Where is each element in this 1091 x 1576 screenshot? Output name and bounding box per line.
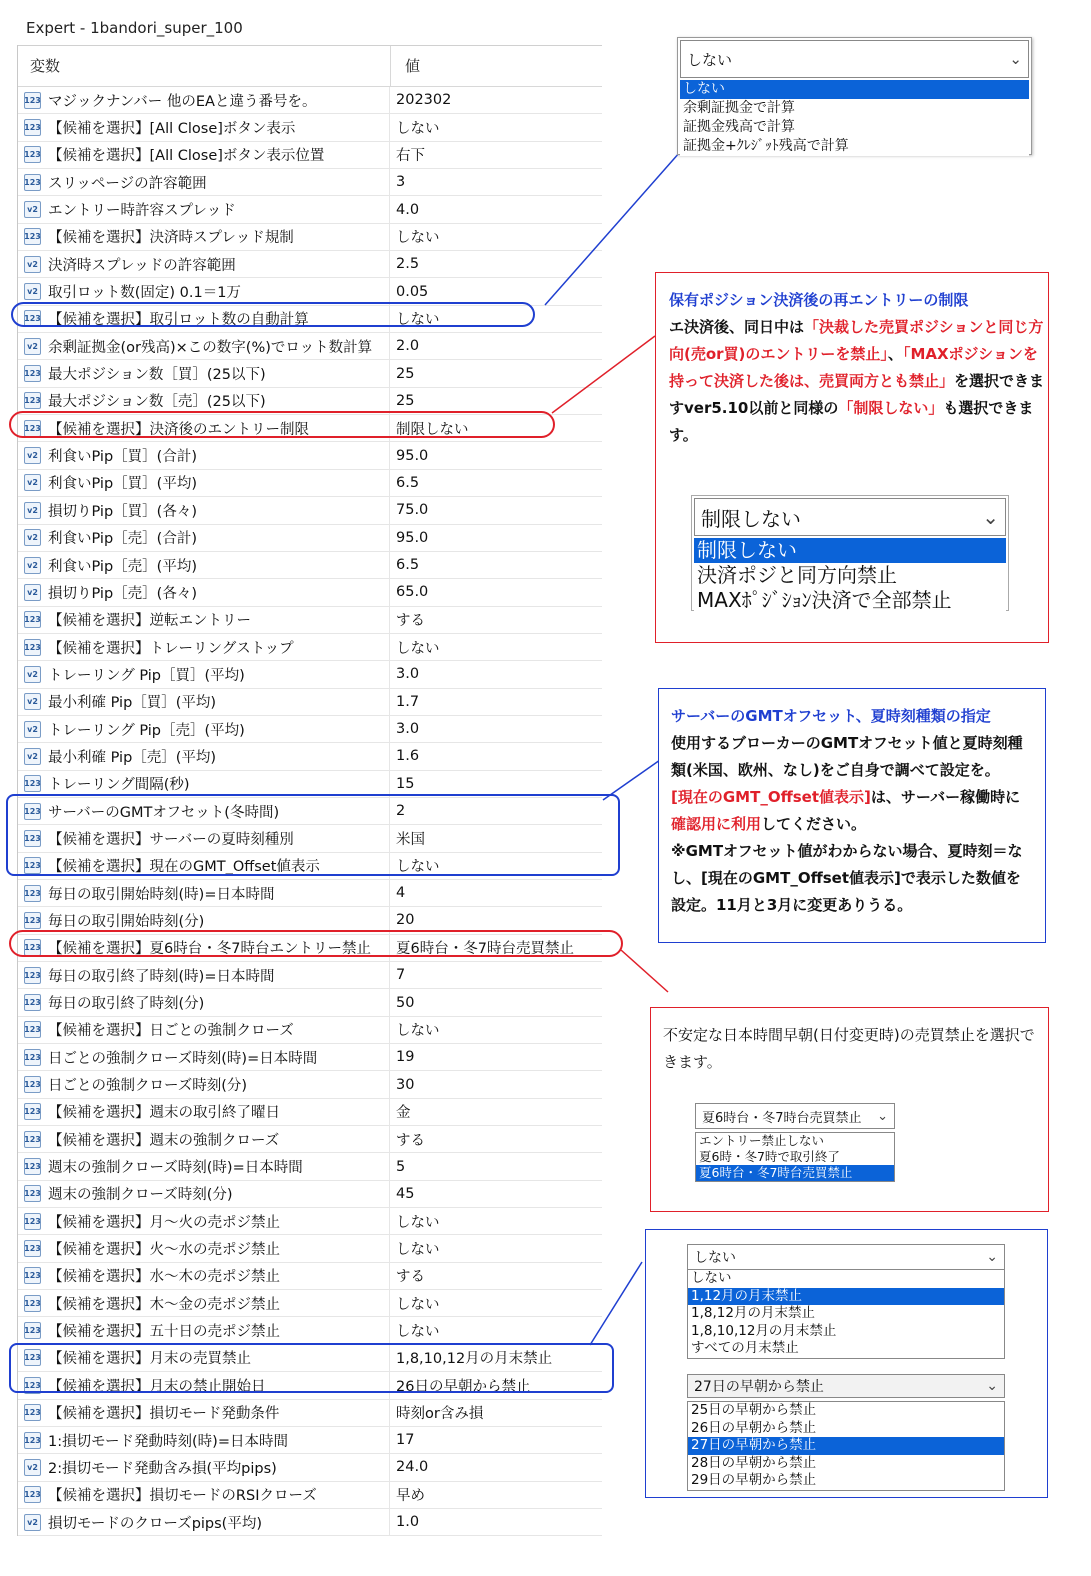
entry-limit-quote2: 「MAXポジションを持って決済した後は、売買両方とも禁止」 (669, 345, 1038, 390)
morning-option[interactable]: エントリー禁止しない (699, 1133, 825, 1148)
parameter-name: トレーリング間隔(秒) (48, 777, 190, 794)
parameter-value[interactable]: 15 (396, 775, 415, 792)
parameter-value[interactable]: しない (396, 1242, 440, 1259)
parameter-value[interactable]: 24.0 (396, 1459, 429, 1476)
parameter-name: 2:損切モード発動含み損(平均pips) (48, 1460, 277, 1477)
integer-type-icon: 123 (24, 857, 41, 874)
entry-limit-note-title: 保有ポジション決済後の再エントリーの制限 (669, 291, 969, 309)
parameter-name: 毎日の取引開始時刻(分) (48, 913, 205, 930)
lot-calc-option[interactable]: 証拠金+ｸﾚｼﾞｯﾄ残高で計算 (683, 138, 849, 154)
entry-limit-line3: を選択できますver5.10以前と同様の (669, 372, 1045, 417)
monthend-start-options (687, 1401, 1005, 1491)
entry-limit-quote1: 「決裁した売買ポジションと同じ方向(売or買)のエントリーを禁止」 (669, 318, 1044, 363)
gmt-note-p3: ※GMTオフセット値がわからない場合、夏時刻＝なし、[現在のGMT_Offset値表示]で表示した数値を設定。11月と3月に変更ありうる。 (671, 842, 1023, 914)
parameter-value[interactable]: 2.5 (396, 256, 420, 273)
double-type-icon: v2 (24, 529, 41, 546)
parameter-name: 利食いPip［売］(平均) (48, 558, 197, 575)
parameter-value[interactable]: 45 (396, 1185, 415, 1202)
parameter-value[interactable]: する (396, 613, 425, 630)
parameter-name: 日ごとの強制クローズ時刻(時)=日本時間 (48, 1050, 318, 1067)
integer-type-icon: 123 (24, 1322, 41, 1339)
parameter-value[interactable]: しない (396, 1023, 440, 1040)
parameter-name: 毎日の取引終了時刻(分) (48, 996, 205, 1013)
parameter-name: 【候補を選択】火～水の売ポジ禁止 (48, 1242, 280, 1259)
parameter-value[interactable]: しない (396, 1296, 440, 1313)
integer-type-icon: 123 (24, 830, 41, 847)
parameter-name: 最大ポジション数［売］(25以下) (48, 394, 266, 411)
integer-type-icon: 123 (24, 994, 41, 1011)
parameter-value[interactable]: 25 (396, 392, 415, 409)
parameter-name: 【候補を選択】月～火の売ポジ禁止 (48, 1214, 280, 1231)
parameter-name: 取引ロット数(固定) 0.1＝1万 (48, 285, 241, 302)
morning-note-text: 不安定な日本時間早朝(日付変更時)の売買禁止を選択できます。 (663, 1026, 1035, 1071)
parameter-name: 【候補を選択】現在のGMT_Offset値表示 (48, 859, 320, 876)
monthend-start-selected: 27日の早朝から禁止 (694, 1379, 824, 1395)
parameter-value[interactable]: 1.7 (396, 693, 420, 710)
morning-options (695, 1132, 895, 1182)
parameter-name: 【候補を選択】[All Close]ボタン表示位置 (48, 148, 325, 165)
parameter-value[interactable]: 3.0 (396, 666, 420, 683)
double-type-icon: v2 (24, 502, 41, 519)
monthend-start-option[interactable]: 27日の早朝から禁止 (688, 1437, 1004, 1455)
column-header-value[interactable]: 値 (405, 57, 421, 75)
entry-limit-line4: も選択できます。 (669, 399, 1034, 444)
integer-type-icon: 123 (24, 365, 41, 382)
integer-type-icon: 123 (24, 228, 41, 245)
parameter-name: 【候補を選択】木～金の売ポジ禁止 (48, 1296, 280, 1313)
monthend-option[interactable]: 1,8,12月の月末禁止 (691, 1305, 815, 1321)
integer-type-icon: 123 (24, 1131, 41, 1148)
morning-option[interactable]: 夏6時・冬7時で取引終了 (699, 1149, 840, 1164)
integer-type-icon: 123 (24, 146, 41, 163)
chevron-down-icon[interactable]: ⌄ (982, 505, 999, 529)
entry-limit-option[interactable]: 制限しない (694, 538, 1006, 563)
parameter-value[interactable]: する (396, 1269, 425, 1286)
parameter-value[interactable]: 早め (396, 1488, 425, 1505)
parameter-value[interactable]: 7 (396, 967, 406, 984)
morning-option[interactable]: 夏6時台・冬7時台売買禁止 (696, 1165, 894, 1181)
parameter-name: 決済時スプレッドの許容範囲 (48, 257, 236, 274)
integer-type-icon: 123 (24, 1295, 41, 1312)
parameter-value[interactable]: 202302 (396, 92, 452, 109)
parameter-value[interactable]: 金 (396, 1105, 411, 1122)
parameter-value[interactable]: 0.05 (396, 283, 429, 300)
parameter-value[interactable]: しない (396, 1214, 440, 1231)
parameter-value[interactable]: しない (396, 312, 440, 329)
integer-type-icon: 123 (24, 885, 41, 902)
parameter-value[interactable]: 30 (396, 1076, 415, 1093)
chevron-down-icon[interactable]: ⌄ (1009, 50, 1022, 68)
parameter-value[interactable]: 25 (396, 365, 415, 382)
parameter-value[interactable]: 5 (396, 1158, 406, 1175)
monthend-option[interactable]: 1,12月の月末禁止 (688, 1288, 1004, 1306)
parameter-name: 【候補を選択】日ごとの強制クローズ (48, 1023, 294, 1040)
parameter-value[interactable]: 1,8,10,12月の月末禁止 (396, 1351, 553, 1368)
integer-type-icon: 123 (24, 92, 41, 109)
parameter-name: 【候補を選択】水～木の売ポジ禁止 (48, 1269, 280, 1286)
monthend-start-option[interactable]: 28日の早朝から禁止 (691, 1454, 817, 1471)
integer-type-icon: 123 (24, 420, 41, 437)
parameter-name: 【候補を選択】損切モード発動条件 (48, 1406, 280, 1423)
parameter-value[interactable]: 3 (396, 174, 406, 191)
parameter-name: 毎日の取引開始時刻(時)=日本時間 (48, 886, 275, 903)
parameter-value[interactable]: 26日の早朝から禁止 (396, 1378, 531, 1395)
double-type-icon: v2 (24, 721, 41, 738)
integer-type-icon: 123 (24, 1432, 41, 1449)
entry-limit-selected: 制限しない (701, 506, 801, 531)
parameter-value[interactable]: 夏6時台・冬7時台売買禁止 (396, 941, 574, 958)
morning-select[interactable] (695, 1103, 895, 1129)
double-type-icon: v2 (24, 283, 41, 300)
gmt-note-red2: 確認用に利用 (671, 815, 762, 833)
parameter-name: 1:損切モード発動時刻(時)=日本時間 (48, 1433, 288, 1450)
integer-type-icon: 123 (24, 174, 41, 191)
double-type-icon: v2 (24, 447, 41, 464)
double-type-icon: v2 (24, 1459, 41, 1476)
parameter-value[interactable]: 95.0 (396, 447, 429, 464)
integer-type-icon: 123 (24, 310, 41, 327)
parameter-name: 【候補を選択】損切モードのRSIクローズ (48, 1488, 317, 1505)
double-type-icon: v2 (24, 338, 41, 355)
parameter-value[interactable]: 2 (396, 803, 406, 820)
integer-type-icon: 123 (24, 639, 41, 656)
parameter-name: 損切りPip［買］(各々) (48, 503, 197, 520)
gmt-note-p2: は、サーバー稼働時に (870, 788, 1021, 806)
parameter-name: 【候補を選択】夏6時台・冬7時台エントリー禁止 (48, 941, 371, 958)
gmt-note-red1: [現在のGMT_Offset値表示] (671, 788, 871, 806)
parameter-value[interactable]: 65.0 (396, 584, 429, 601)
parameter-value[interactable]: 2.0 (396, 338, 420, 355)
double-type-icon: v2 (24, 201, 41, 218)
integer-type-icon: 123 (24, 1021, 41, 1038)
parameter-name: 【候補を選択】サーバーの夏時刻種別 (48, 831, 294, 848)
column-header-name[interactable]: 変数 (18, 46, 391, 86)
parameter-value[interactable]: 4.0 (396, 201, 420, 218)
parameter-name: 【候補を選択】週末の取引終了曜日 (48, 1105, 280, 1122)
parameter-value[interactable]: 3.0 (396, 721, 420, 738)
parameter-value[interactable]: 95.0 (396, 529, 429, 546)
parameter-value[interactable]: 6.5 (396, 557, 420, 574)
entry-limit-option[interactable]: MAXﾎﾟｼﾞｼｮﾝ決済で全部禁止 (697, 588, 952, 612)
integer-type-icon: 123 (24, 939, 41, 956)
chevron-down-icon[interactable]: ⌄ (986, 1249, 998, 1265)
integer-type-icon: 123 (24, 1213, 41, 1230)
entry-limit-options (694, 538, 1006, 613)
parameter-name: 週末の強制クローズ時刻(分) (48, 1187, 233, 1204)
integer-type-icon: 123 (24, 1185, 41, 1202)
integer-type-icon: 123 (24, 611, 41, 628)
integer-type-icon: 123 (24, 1049, 41, 1066)
morning-dropdown[interactable] (695, 1103, 895, 1191)
entry-limit-line1: エ決済後、同日中は (669, 318, 805, 336)
parameter-value[interactable]: 右下 (396, 148, 425, 165)
parameter-name: 【候補を選択】週末の強制クローズ (48, 1132, 280, 1149)
monthend-option[interactable]: 1,8,10,12月の月末禁止 (691, 1322, 837, 1339)
double-type-icon: v2 (24, 584, 41, 601)
monthend-select[interactable] (687, 1244, 1005, 1270)
integer-type-icon: 123 (24, 775, 41, 792)
parameter-name: 利食いPip［買］(平均) (48, 476, 197, 493)
parameter-name: 最大ポジション数［買］(25以下) (48, 367, 266, 384)
monthend-start-dropdown[interactable] (687, 1374, 1005, 1490)
parameter-value[interactable]: しない (396, 859, 440, 876)
morning-note (650, 1007, 1049, 1212)
chevron-down-icon[interactable]: ⌄ (877, 1108, 888, 1124)
lot-calc-option[interactable]: 証拠金残高で計算 (683, 119, 795, 135)
integer-type-icon: 123 (24, 967, 41, 984)
parameter-value[interactable]: しない (396, 1324, 440, 1341)
double-type-icon: v2 (24, 256, 41, 273)
lot-calc-options (680, 80, 1029, 156)
entry-limit-note (655, 272, 1049, 643)
parameter-name: 【候補を選択】取引ロット数の自動計算 (48, 312, 309, 329)
parameter-name: 【候補を選択】五十日の売ポジ禁止 (48, 1324, 280, 1341)
monthend-option[interactable]: すべての月末禁止 (691, 1340, 799, 1356)
gmt-note (658, 688, 1046, 943)
parameter-value[interactable]: 4 (396, 885, 406, 902)
parameter-value[interactable]: しない (396, 121, 440, 138)
integer-type-icon: 123 (24, 119, 41, 136)
parameter-name: 損切モードのクローズpips(平均) (48, 1515, 262, 1532)
parameter-name: トレーリング Pip［買］(平均) (48, 667, 245, 684)
parameter-value[interactable]: 米国 (396, 831, 425, 848)
parameter-name: エントリー時許容スプレッド (48, 203, 236, 220)
parameter-name: 利食いPip［買］(合計) (48, 449, 197, 466)
gmt-note-title: サーバーのGMTオフセット、夏時刻種類の指定 (671, 707, 991, 725)
monthend-option[interactable]: しない (691, 1270, 732, 1286)
parameter-value[interactable]: 1.0 (396, 1514, 420, 1531)
monthend-start-select[interactable] (687, 1374, 1005, 1398)
parameter-name: 【候補を選択】トレーリングストップ (48, 640, 294, 657)
integer-type-icon: 123 (24, 1377, 41, 1394)
parameter-value[interactable]: 1.6 (396, 748, 420, 765)
parameter-name: トレーリング Pip［売］(平均) (48, 722, 245, 739)
parameter-name: 【候補を選択】決済時スプレッド規制 (48, 230, 294, 247)
parameter-value[interactable]: しない (396, 640, 440, 657)
parameter-value[interactable]: する (396, 1132, 425, 1149)
integer-type-icon: 123 (24, 1240, 41, 1257)
entry-limit-mid: 、 (887, 345, 903, 363)
parameter-name: 週末の強制クローズ時刻(時)=日本時間 (48, 1160, 303, 1177)
lot-calc-option[interactable]: 余剰証拠金で計算 (683, 100, 795, 116)
parameter-name: 日ごとの強制クローズ時刻(分) (48, 1078, 248, 1095)
entry-limit-select[interactable] (694, 498, 1006, 536)
window-title: Expert - 1bandori_super_100 (26, 19, 243, 37)
morning-selected: 夏6時台・冬7時台売買禁止 (702, 1110, 862, 1126)
integer-type-icon: 123 (24, 1158, 41, 1175)
parameter-name: 【候補を選択】[All Close]ボタン表示 (48, 121, 296, 138)
integer-type-icon: 123 (24, 912, 41, 929)
double-type-icon: v2 (24, 666, 41, 683)
parameter-value[interactable]: 75.0 (396, 502, 429, 519)
gmt-note-p1: 使用するブローカーのGMTオフセット値と夏時刻種類(米国、欧州、なし)をご自身で調べて設定を。 (671, 734, 1023, 779)
parameter-value[interactable]: 50 (396, 994, 415, 1011)
monthend-note (645, 1229, 1048, 1498)
parameter-name: 最小利確 Pip［売］(平均) (48, 749, 217, 766)
parameter-name: 【候補を選択】月末の禁止開始日 (48, 1378, 266, 1395)
lot-calc-select[interactable] (680, 40, 1029, 78)
integer-type-icon: 123 (24, 1267, 41, 1284)
monthend-selected: しない (694, 1250, 736, 1266)
integer-type-icon: 123 (24, 1103, 41, 1120)
monthend-start-option[interactable]: 25日の早朝から禁止 (691, 1402, 817, 1418)
double-type-icon: v2 (24, 557, 41, 574)
parameter-name: 【候補を選択】決済後のエントリー制限 (48, 421, 309, 438)
parameter-value[interactable]: 制限しない (396, 421, 469, 438)
double-type-icon: v2 (24, 1514, 41, 1531)
double-type-icon: v2 (24, 748, 41, 765)
integer-type-icon: 123 (24, 1404, 41, 1421)
parameter-name: 余剰証拠金(or残高)×この数字(%)でロット数計算 (48, 339, 373, 356)
parameter-name: サーバーのGMTオフセット(冬時間) (48, 804, 280, 821)
parameter-value[interactable]: 17 (396, 1432, 415, 1449)
parameter-name: 最小利確 Pip［買］(平均) (48, 695, 217, 712)
monthend-start-option[interactable]: 29日の早朝から禁止 (691, 1472, 817, 1488)
parameter-name: 【候補を選択】月末の売買禁止 (48, 1351, 251, 1368)
parameter-name: スリッページの許容範囲 (48, 175, 207, 192)
parameter-name: マジックナンバー 他のEAと違う番号を。 (48, 93, 317, 110)
monthend-dropdown[interactable] (687, 1244, 1005, 1362)
entry-limit-quote3: 「制限しない」 (838, 399, 944, 417)
parameter-name: 【候補を選択】逆転エントリー (48, 613, 251, 630)
monthend-options (687, 1270, 1005, 1359)
parameter-value[interactable]: 20 (396, 912, 415, 929)
double-type-icon: v2 (24, 693, 41, 710)
lot-calc-selected: しない (687, 50, 733, 69)
parameter-value[interactable]: 19 (396, 1049, 415, 1066)
parameter-value[interactable]: しない (396, 230, 440, 247)
integer-type-icon: 123 (24, 1076, 41, 1093)
integer-type-icon: 123 (24, 392, 41, 409)
parameter-name: 毎日の取引終了時刻(時)=日本時間 (48, 968, 275, 985)
integer-type-icon: 123 (24, 1349, 41, 1366)
gmt-note-p2-end: してください。 (761, 815, 867, 833)
parameter-name: 利食いPip［売］(合計) (48, 531, 197, 548)
monthend-start-option[interactable]: 26日の早朝から禁止 (691, 1419, 817, 1436)
integer-type-icon: 123 (24, 1486, 41, 1503)
lot-calc-dropdown[interactable] (677, 37, 1032, 155)
entry-limit-option[interactable]: 決済ポジと同方向禁止 (697, 563, 897, 587)
integer-type-icon: 123 (24, 803, 41, 820)
parameter-value[interactable]: 6.5 (396, 474, 420, 491)
entry-limit-dropdown[interactable] (691, 495, 1009, 611)
chevron-down-icon[interactable]: ⌄ (986, 1378, 998, 1394)
parameter-value[interactable]: 時刻or含み損 (396, 1406, 484, 1423)
lot-calc-option[interactable]: しない (680, 80, 1029, 99)
double-type-icon: v2 (24, 474, 41, 491)
parameter-name: 損切りPip［売］(各々) (48, 585, 197, 602)
